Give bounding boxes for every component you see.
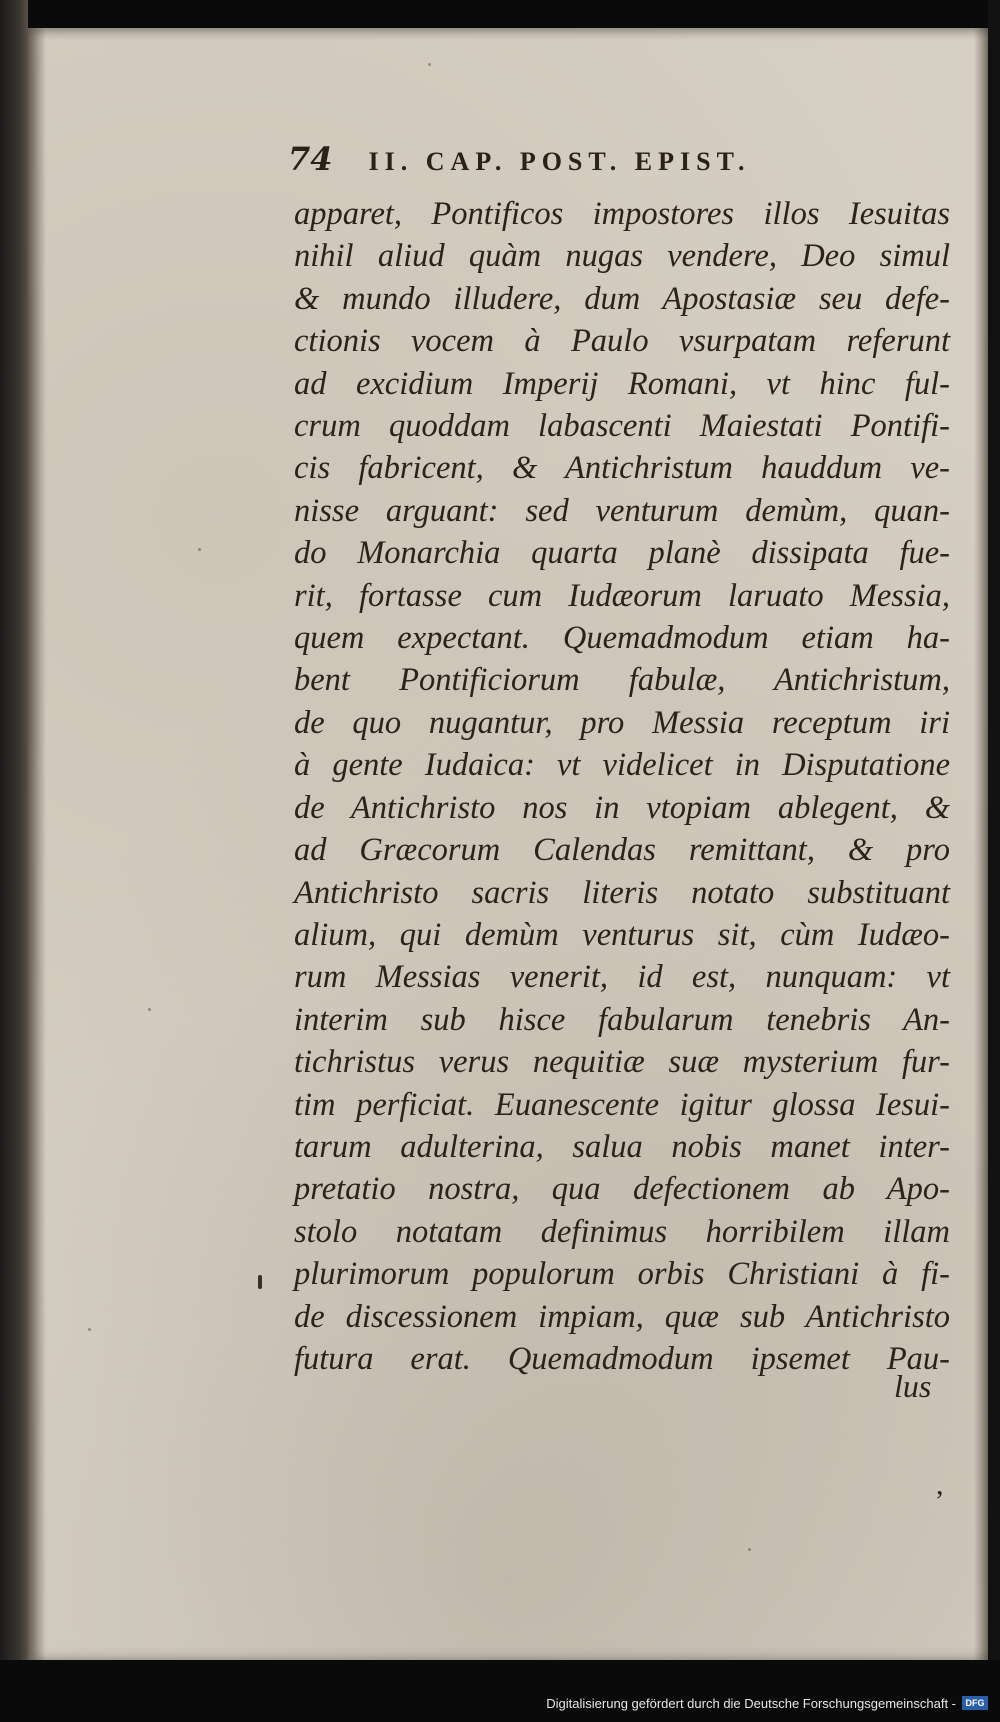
digitization-credit: Digitalisierung gefördert durch die Deutsche Forschungsgemeinschaft - xyxy=(546,1696,956,1711)
text-line: apparet, Pontificos impostores illos Iesuitas xyxy=(294,196,950,232)
text-line: tarum adulterina, salua nobis manet inter- xyxy=(294,1128,950,1165)
text-line: futura erat. Quemadmodum ipsemet Pau- xyxy=(294,1340,950,1377)
page-edge-shadow xyxy=(974,28,988,1660)
text-line: de quo nugantur, pro Messia receptum iri xyxy=(294,704,950,741)
ink-blot xyxy=(258,1275,262,1289)
book-spine-edge xyxy=(0,0,28,1722)
text-line: à gente Iudaica: vt videlicet in Disputatione xyxy=(294,747,950,784)
text-line: quem expectant. Quemadmodum etiam ha- xyxy=(294,620,950,657)
text-line: do Monarchia quarta planè dissipata fue- xyxy=(294,535,950,572)
text-line: rum Messias venerit, id est, nunquam: vt xyxy=(294,959,950,996)
text-line: ad Græcorum Calendas remittant, & pro xyxy=(294,832,950,869)
text-line: de discessionem impiam, quæ sub Antichristo xyxy=(294,1298,950,1335)
text-line: bent Pontificiorum fabulæ, Antichristum, xyxy=(294,662,950,699)
paper-speck xyxy=(148,1008,151,1011)
text-line: ctionis vocem à Paulo vsurpatam referunt xyxy=(294,323,950,360)
text-line: de Antichristo nos in vtopiam ablegent, & xyxy=(294,789,950,826)
text-line: cis fabricent, & Antichristum hauddum ve- xyxy=(294,450,950,487)
running-head: II. CAP. POST. EPIST. xyxy=(368,147,751,176)
body-text xyxy=(294,193,950,1380)
stray-punctuation-mark: , xyxy=(936,1468,944,1501)
text-line: Antichristo sacris literis notato substituant xyxy=(294,874,950,911)
text-line: alium, qui demùm venturus sit, cùm Iudæo- xyxy=(294,916,950,953)
text-line: nisse arguant: sed venturum demùm, quan- xyxy=(294,492,950,529)
text-line: tichristus verus nequitiæ suæ mysterium fur- xyxy=(294,1044,950,1081)
scan-right-border xyxy=(988,0,1000,1722)
text-line: tim perficiat. Euanescente igitur glossa Iesui- xyxy=(294,1086,950,1123)
dfg-logo-badge: DFG xyxy=(962,1696,988,1710)
page-header xyxy=(288,140,868,178)
paper-speck xyxy=(88,1328,91,1331)
text-line: crum quoddam labascenti Maiestati Pontifi- xyxy=(294,408,950,445)
text-line: nihil aliud quàm nugas vendere, Deo simul xyxy=(294,238,950,275)
catchword: lus xyxy=(894,1368,932,1404)
paper-speck xyxy=(748,1548,751,1551)
scan-bottom-border xyxy=(0,1660,1000,1722)
paper-speck xyxy=(428,63,431,66)
text-line: rit, fortasse cum Iudæorum laruato Messia, xyxy=(294,577,950,614)
text-line: ad excidium Imperij Romani, vt hinc ful- xyxy=(294,365,950,402)
text-line: pretatio nostra, qua defectionem ab Apo- xyxy=(294,1171,950,1208)
page-number: 74 xyxy=(288,140,333,178)
scan-top-border xyxy=(0,0,1000,28)
text-line: & mundo illudere, dum Apostasiæ seu defe- xyxy=(294,280,950,317)
text-line: stolo notatam definimus horribilem illam xyxy=(294,1213,950,1250)
text-line: plurimorum populorum orbis Christiani à fi- xyxy=(294,1256,950,1293)
text-line: interim sub hisce fabularum tenebris An- xyxy=(294,1001,950,1038)
gutter-shadow xyxy=(28,28,46,1660)
paper-speck xyxy=(198,548,201,551)
